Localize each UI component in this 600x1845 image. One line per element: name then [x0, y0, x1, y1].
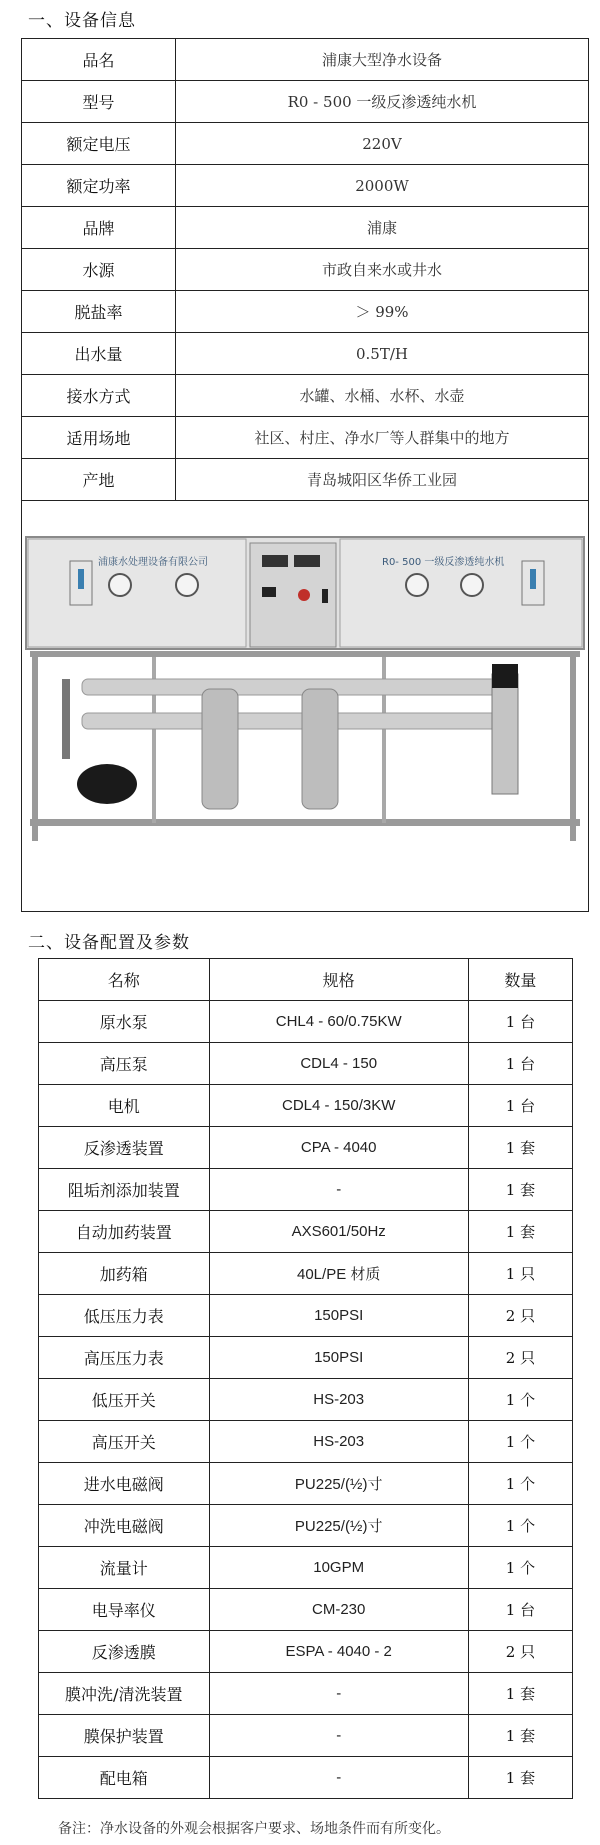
equipment-photo	[22, 529, 588, 859]
component-name: 流量计	[39, 1547, 210, 1589]
section-title-equipment-info: 一、设备信息	[28, 11, 136, 31]
equipment-info-box	[21, 38, 589, 912]
component-quantity: 1 台	[468, 1589, 572, 1631]
footnote: 备注：净水设备的外观会根据客户要求、场地条件而有所变化。	[58, 1821, 450, 1837]
configuration-row	[39, 1715, 573, 1757]
component-quantity: 1 套	[468, 1757, 572, 1799]
component-name: 电导率仪	[39, 1589, 210, 1631]
info-row	[22, 375, 588, 417]
configuration-row	[39, 1127, 573, 1169]
component-spec: CHL4 - 60/0.75KW	[209, 1001, 468, 1043]
configuration-row	[39, 1631, 573, 1673]
component-spec: -	[209, 1757, 468, 1799]
info-label: 品牌	[22, 207, 176, 249]
component-quantity: 1 套	[468, 1169, 572, 1211]
component-name: 膜冲洗/清洗装置	[39, 1673, 210, 1715]
configuration-row	[39, 1421, 573, 1463]
component-name: 高压压力表	[39, 1337, 210, 1379]
info-value: 社区、村庄、净水厂等人群集中的地方	[176, 417, 589, 459]
info-label: 适用场地	[22, 417, 176, 459]
component-name: 高压泵	[39, 1043, 210, 1085]
info-value: 220V	[176, 123, 589, 165]
component-spec: 40L/PE 材质	[209, 1253, 468, 1295]
info-label: 额定电压	[22, 123, 176, 165]
component-name: 高压开关	[39, 1421, 210, 1463]
info-value: 2000W	[176, 165, 589, 207]
info-label: 脱盐率	[22, 291, 176, 333]
panel-model-text: R0- 500 一级反渗透纯水机	[382, 557, 505, 568]
header-name: 名称	[39, 959, 210, 1001]
info-value: 浦康	[176, 207, 589, 249]
configuration-row	[39, 1001, 573, 1043]
component-quantity: 2 只	[468, 1631, 572, 1673]
configuration-row	[39, 1673, 573, 1715]
info-value: 青岛城阳区华侨工业园	[176, 459, 589, 501]
configuration-row	[39, 1589, 573, 1631]
component-quantity: 1 套	[468, 1673, 572, 1715]
component-name: 膜保护装置	[39, 1715, 210, 1757]
component-quantity: 1 台	[468, 1001, 572, 1043]
configuration-table	[38, 958, 573, 1799]
configuration-row	[39, 1505, 573, 1547]
component-spec: HS-203	[209, 1379, 468, 1421]
section-title-configuration: 二、设备配置及参数	[28, 933, 190, 953]
info-row	[22, 291, 588, 333]
component-name: 阻垢剂添加装置	[39, 1169, 210, 1211]
info-row	[22, 81, 588, 123]
info-row	[22, 249, 588, 291]
component-spec: ESPA - 4040 - 2	[209, 1631, 468, 1673]
component-spec: CM-230	[209, 1589, 468, 1631]
component-spec: 150PSI	[209, 1295, 468, 1337]
component-quantity: 1 只	[468, 1253, 572, 1295]
configuration-row	[39, 1547, 573, 1589]
component-quantity: 1 个	[468, 1505, 572, 1547]
component-quantity: 2 只	[468, 1337, 572, 1379]
equipment-info-table	[22, 39, 588, 501]
info-row	[22, 207, 588, 249]
info-row	[22, 123, 588, 165]
info-label: 接水方式	[22, 375, 176, 417]
component-quantity: 1 台	[468, 1043, 572, 1085]
configuration-row	[39, 1337, 573, 1379]
info-value: 0.5T/H	[176, 333, 589, 375]
component-spec: PU225/(½)寸	[209, 1463, 468, 1505]
header-quantity: 数量	[468, 959, 572, 1001]
component-name: 低压压力表	[39, 1295, 210, 1337]
component-spec: -	[209, 1715, 468, 1757]
component-name: 自动加药装置	[39, 1211, 210, 1253]
component-name: 反渗透膜	[39, 1631, 210, 1673]
component-name: 低压开关	[39, 1379, 210, 1421]
configuration-row	[39, 1211, 573, 1253]
header-spec: 规格	[209, 959, 468, 1001]
component-name: 配电箱	[39, 1757, 210, 1799]
component-spec: -	[209, 1169, 468, 1211]
component-spec: CDL4 - 150/3KW	[209, 1085, 468, 1127]
configuration-row	[39, 1295, 573, 1337]
component-quantity: 1 个	[468, 1421, 572, 1463]
component-spec: PU225/(½)寸	[209, 1505, 468, 1547]
component-quantity: 1 套	[468, 1715, 572, 1757]
component-quantity: 1 台	[468, 1085, 572, 1127]
info-label: 产地	[22, 459, 176, 501]
info-value: R0 - 500 一级反渗透纯水机	[176, 81, 589, 123]
component-name: 进水电磁阀	[39, 1463, 210, 1505]
component-quantity: 1 套	[468, 1127, 572, 1169]
component-quantity: 1 个	[468, 1463, 572, 1505]
component-name: 加药箱	[39, 1253, 210, 1295]
info-value: ＞ 99%	[176, 291, 589, 333]
configuration-header-row	[39, 959, 573, 1001]
component-spec: 10GPM	[209, 1547, 468, 1589]
component-spec: 150PSI	[209, 1337, 468, 1379]
component-name: 反渗透装置	[39, 1127, 210, 1169]
info-row	[22, 417, 588, 459]
info-label: 额定功率	[22, 165, 176, 207]
component-spec: AXS601/50Hz	[209, 1211, 468, 1253]
configuration-row	[39, 1757, 573, 1799]
component-name: 冲洗电磁阀	[39, 1505, 210, 1547]
info-value: 市政自来水或井水	[176, 249, 589, 291]
component-spec: CDL4 - 150	[209, 1043, 468, 1085]
info-label: 出水量	[22, 333, 176, 375]
component-quantity: 1 个	[468, 1547, 572, 1589]
info-label: 水源	[22, 249, 176, 291]
component-quantity: 1 套	[468, 1211, 572, 1253]
info-row	[22, 333, 588, 375]
component-quantity: 1 个	[468, 1379, 572, 1421]
info-row	[22, 459, 588, 501]
configuration-row	[39, 1085, 573, 1127]
component-quantity: 2 只	[468, 1295, 572, 1337]
component-spec: HS-203	[209, 1421, 468, 1463]
panel-company-text: 浦康水处理设备有限公司	[98, 557, 208, 568]
component-spec: -	[209, 1673, 468, 1715]
configuration-row	[39, 1379, 573, 1421]
info-label: 型号	[22, 81, 176, 123]
component-name: 电机	[39, 1085, 210, 1127]
configuration-row	[39, 1169, 573, 1211]
component-spec: CPA - 4040	[209, 1127, 468, 1169]
info-value: 水罐、水桶、水杯、水壶	[176, 375, 589, 417]
configuration-row	[39, 1463, 573, 1505]
component-name: 原水泵	[39, 1001, 210, 1043]
configuration-row	[39, 1043, 573, 1085]
info-row	[22, 39, 588, 81]
info-value: 浦康大型净水设备	[176, 39, 589, 81]
info-row	[22, 165, 588, 207]
info-label: 品名	[22, 39, 176, 81]
configuration-row	[39, 1253, 573, 1295]
